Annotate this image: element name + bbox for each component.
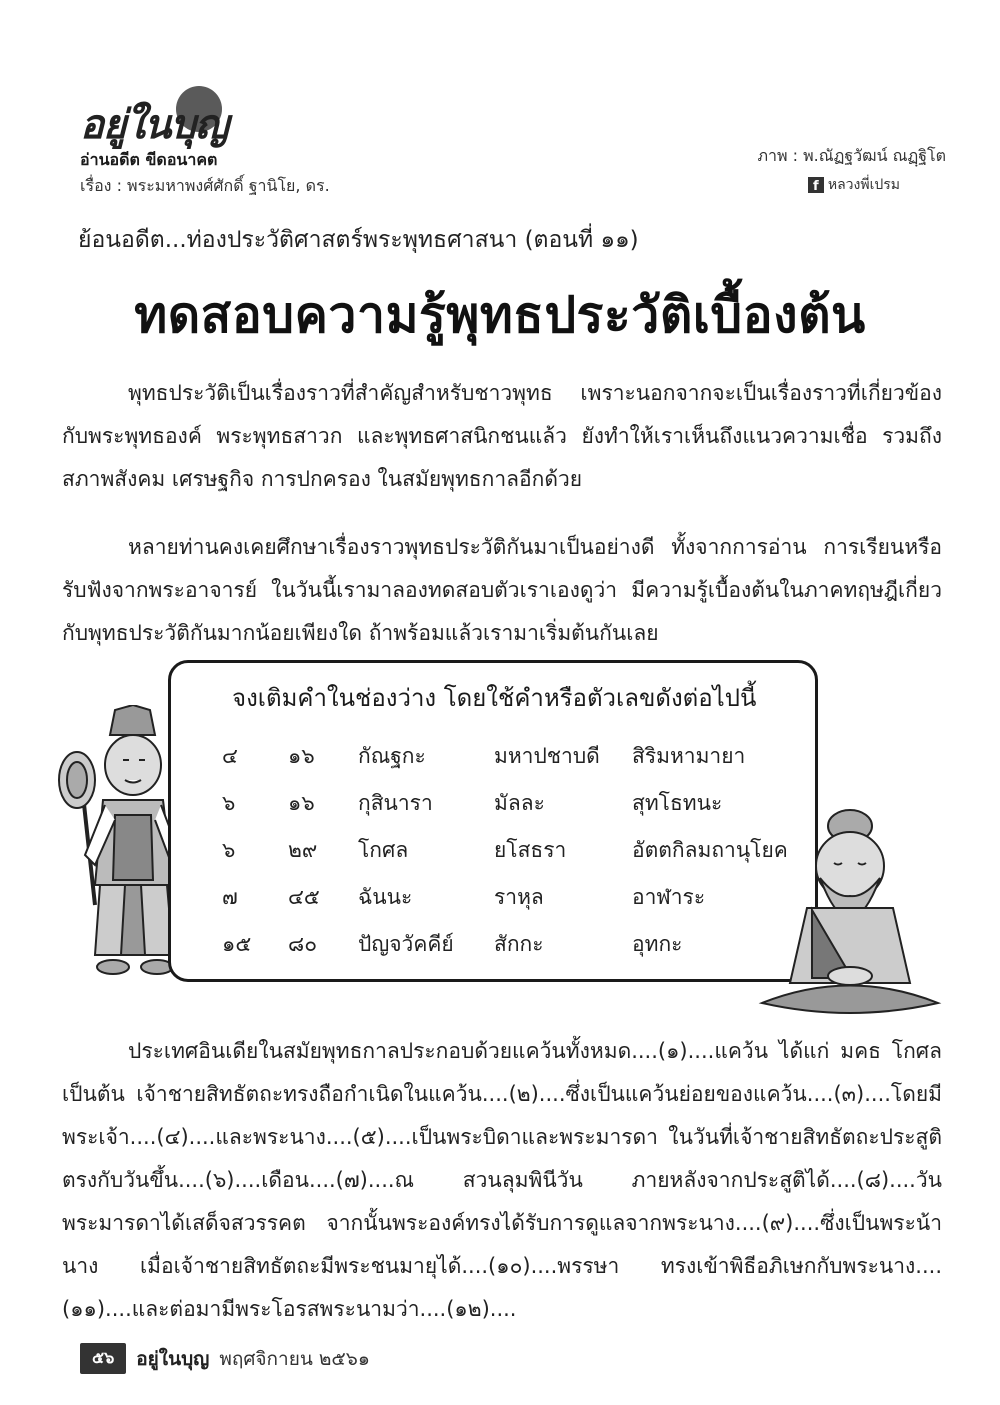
hermit-illustration [752, 808, 947, 1023]
footer-magazine-name: อยู่ในบุญ [136, 1347, 210, 1370]
intro-paragraph-1: พุทธประวัติเป็นเรื่องราวที่สำคัญสำหรับชาวพุทธ เพราะนอกจากจะเป็นเรื่องราวที่เกี่ยวข้องกับพระพุทธองค์ พระพุทธสาวก และพุทธศาสนิกชนแล้ว ยังทำให้เราเห็นถึงแนวความเชื่อ รวมถึงสภาพสังคม เศรษฐกิจ การปกครอง ในสมัยพุทธกาลอีกด้วย [62, 381, 942, 491]
word-bank-cell: อาฬาระ [632, 885, 706, 909]
word-bank-cell: อุทกะ [632, 932, 683, 956]
illustration-credit: ภาพ : พ.ณัฏฐวัฒน์ ณฏฺฐิโต [757, 146, 946, 165]
author-line: เรื่อง : พระมหาพงศ์ศักดิ์ ฐานิโย, ดร. [80, 176, 330, 195]
word-bank-cell: กุสินารา [358, 791, 433, 815]
word-bank-cell: ๔ [222, 744, 238, 768]
footer-issue-date: พฤศจิกายน ๒๕๖๑ [219, 1347, 370, 1370]
word-bank-cell: ฉันนะ [358, 885, 413, 909]
article-title: ทดสอบความรู้พุทธประวัติเบื้องต้น [134, 286, 866, 344]
word-bank-cell: สิริมหามายา [632, 744, 746, 768]
word-bank-cell: ปัญจวัคคีย์ [358, 932, 454, 956]
facebook-label: หลวงพี่เปรม [827, 177, 900, 193]
intro-paragraph-2: หลายท่านคงเคยศึกษาเรื่องราวพุทธประวัติกันมาเป็นอย่างดี ทั้งจากการอ่าน การเรียนหรือรับฟังจากพระอาจารย์ ในวันนี้เรามาลองทดสอบตัวเราเองดูว่า มีความรู้เบื้องต้นในภาคทฤษฎีเกี่ยวกับพุทธประวัติกันมากน้อยเพียงใด ถ้าพร้อมแล้วเรามาเริ่มต้นกันเลย [62, 535, 942, 645]
fill-in-paragraph: ประเทศอินเดียในสมัยพุทธกาลประกอบด้วยแคว้นทั้งหมด....(๑)....แคว้น ได้แก่ มคธ โกศล เป็นต้น เจ้าชายสิทธัตถะทรงถือกำเนิดในแคว้น....(๒)....ซึ่งเป็นแคว้นย่อยของแคว้น....(๓)....โดยมีพระเจ้า....(๔)....และพระนาง....(๕)....เป็นพระบิดาและพระมารดา ในวันที่เจ้าชายสิทธัตถะประสูติตรงกับวันขึ้น....(๖)....เดือน....(๗)....ณ สวนลุมพินีวัน ภายหลังจากประสูติได้....(๘)....วัน พระมารดาได้เสด็จสวรรคต จากนั้นพระองค์ทรงได้รับการดูแลจากพระนาง....(๙)....ซึ่งเป็นพระน้านาง เมื่อเจ้าชายสิทธัตถะมีพระชนมายุได้....(๑๐)....พรรษา ทรงเข้าพิธีอภิเษกกับพระนาง....(๑๑)....และต่อมามีพระโอรสพระนามว่า....(๑๒).... [62, 1039, 942, 1321]
word-bank-cell: มหาปชาบดี [494, 744, 600, 768]
page-number: ๕๖ [80, 1343, 126, 1374]
facebook-icon: f [808, 177, 824, 193]
article-subtitle: ย้อนอดีต...ท่องประวัติศาสตร์พระพุทธศาสนา (ตอนที่ ๑๑) [78, 227, 639, 253]
facebook-credit [808, 174, 900, 196]
word-bank-cell: อัตตกิลมถานุโยค [632, 838, 788, 862]
word-bank-cell: ๖ [222, 791, 236, 815]
word-bank-cell: ยโสธรา [494, 838, 567, 862]
word-bank-cell: สักกะ [494, 932, 544, 956]
page-footer [80, 1343, 370, 1374]
word-bank-cell: มัลละ [494, 791, 545, 815]
quiz-instruction: จงเติมคำในช่องว่าง โดยใช้คำหรือตัวเลขดังต่อไปนี้ [232, 684, 757, 712]
magazine-logo: อยู่ในบุญ [80, 101, 228, 148]
word-bank-cell: ๒๙ [288, 838, 318, 862]
word-bank-cell: ๔๕ [288, 885, 320, 909]
word-bank-cell: กัณฐกะ [358, 744, 426, 768]
word-bank-cell: ๖ [222, 838, 236, 862]
word-bank-cell: ๑๕ [222, 932, 252, 956]
word-bank-cell: ราหุล [494, 885, 544, 909]
word-bank-cell: ๑๖ [288, 744, 315, 768]
word-bank-cell: สุทโธทนะ [632, 791, 723, 815]
word-bank-cell: ๘๐ [288, 932, 318, 956]
word-bank-cell: ๑๖ [288, 791, 315, 815]
column-title: อ่านอดีต ขีดอนาคต [80, 150, 218, 169]
word-bank-cell: ๗ [222, 885, 238, 909]
word-bank-cell: โกศล [358, 838, 409, 862]
